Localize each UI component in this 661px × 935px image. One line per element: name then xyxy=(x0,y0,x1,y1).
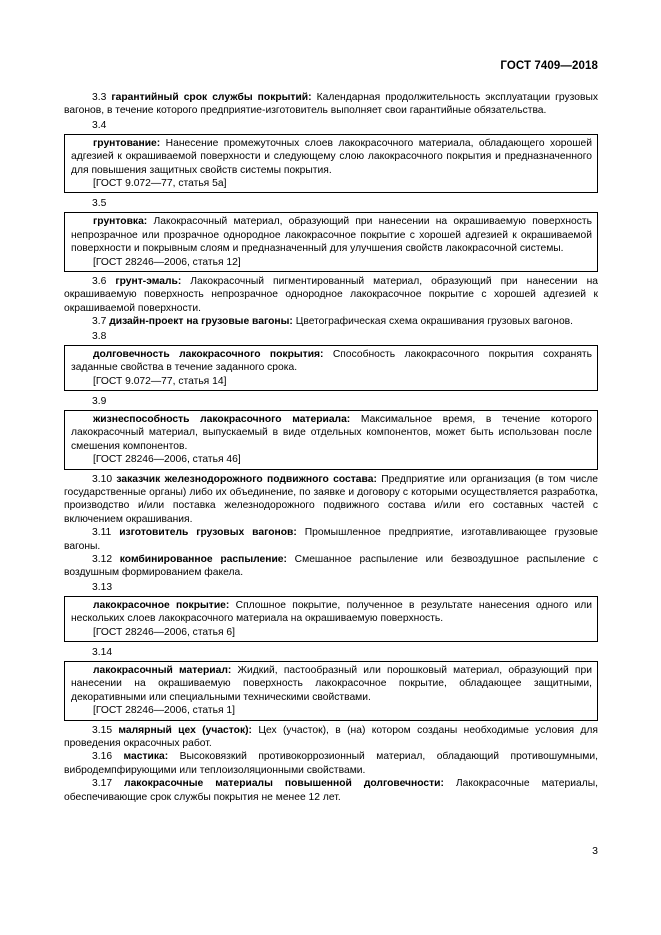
term-definition: Календарная продолжительность эксплуатации грузовых вагонов, в течение которого предприятие-изготовитель выполняет свои гарантийные обязательства. xyxy=(64,92,598,117)
term-title: изготовитель грузовых вагонов: xyxy=(119,527,297,539)
term-3-12: 3.12 комбинированное распыление: Смешанное распыление или безвоздушное распыление с воздушным формированием факела. xyxy=(64,553,598,579)
terms-list xyxy=(64,91,598,804)
term-definition: Сплошное покрытие, полученное в результате нанесения одного или нескольких слоев лакокрасочного материала на окрашиваемую поверхность. xyxy=(71,599,592,625)
term-number: 3.5 xyxy=(92,198,107,210)
quoted-term-box xyxy=(64,212,598,272)
term-3-17: 3.17 лакокрасочные материалы повышенной долговечности: Лакокрасочные материалы, обеспечивающие срок службы покрытия не менее 12 лет. xyxy=(64,778,598,803)
term-reference: [ГОСТ 28246—2006, статья 6] xyxy=(93,626,236,638)
term-title: лакокрасочные материалы повышенной долговечности: xyxy=(124,778,444,790)
term-number: 3.9 xyxy=(92,395,107,407)
term-3-10: 3.10 заказчик железнодорожного подвижного состава: Предприятие или организация (в том числе государственные органы) либо их объединение, по заявке и договору с которыми осуществляется разработка, производство и/или поставка железнодорожного подвижного состава и/или его составных частей с включением окрашивания. xyxy=(64,473,598,525)
term-title: долговечность лакокрасочного покрытия: xyxy=(93,348,324,360)
term-title: грунтовка: xyxy=(93,216,148,228)
document-code: ГОСТ 7409—2018 xyxy=(500,60,598,72)
term-title: мастика: xyxy=(123,751,169,763)
term-reference: [ГОСТ 9.072—77, статья 14] xyxy=(93,375,227,387)
term-definition: Максимальное время, в течение которого лакокрасочный материал, выпускаемый в виде отдельных компонентов, может быть использован после смешения компонентов. xyxy=(71,413,593,452)
term-3-5 xyxy=(71,215,592,255)
term-definition: Промышленное предприятие, изготавливающее грузовые вагоны. xyxy=(64,527,598,552)
quoted-term-box xyxy=(64,596,598,642)
term-3-4 xyxy=(71,137,592,177)
term-3-14 xyxy=(71,664,592,704)
term-3-15: 3.15 малярный цех (участок): Цех (участок), в (на) котором созданы необходимые условия для проведения окрасочных работ. xyxy=(64,724,598,750)
term-3-8 xyxy=(71,348,592,375)
term-3-7: 3.7 дизайн-проект на грузовые вагоны: Цветографическая схема окрашивания грузовых вагонов. xyxy=(92,316,574,328)
term-reference: [ГОСТ 28246—2006, статья 1] xyxy=(93,705,236,717)
term-reference: [ГОСТ 9.072—77, статья 5а] xyxy=(93,178,227,190)
term-number: 3.8 xyxy=(92,330,107,342)
term-title: дизайн-проект на грузовые вагоны: xyxy=(109,316,293,328)
term-reference: [ГОСТ 28246—2006, статья 12] xyxy=(93,256,241,268)
quoted-term-box xyxy=(64,134,598,194)
term-reference: [ГОСТ 28246—2006, статья 46] xyxy=(93,454,241,466)
term-title: комбинированное распыление: xyxy=(119,553,287,565)
term-definition: Способность лакокрасочного покрытия сохранять заданные свойства в течение заданного срока. xyxy=(71,348,592,374)
term-definition: Предприятие или организация (в том числе государственные органы) либо их объединение, по заявке и договору с которыми осуществляется разработка, производство и/или поставка железнодорожного подвижного состава и/или его составных частей с включением окрашивания. xyxy=(64,473,598,525)
term-number: 3.13 xyxy=(92,581,113,593)
term-definition: Нанесение промежуточных слоев лакокрасочного материала, обладающего хорошей адгезией к окрашиваемой поверхности и следующему слою лакокрасочного покрытия и предназначенного для повышения защитных свойств системы покрытия. xyxy=(71,137,592,176)
term-title: малярный цех (участок): xyxy=(118,724,252,736)
term-number: 3.4 xyxy=(92,119,107,131)
term-number: 3.14 xyxy=(92,647,113,658)
term-3-6: 3.6 грунт-эмаль: Лакокрасочный пигментированный материал, образующий при нанесении на окрашиваемую поверхность непрозрачное однородное лакокрасочное покрытие с хорошей адгезией к окрашиваемой поверхности. xyxy=(64,276,598,314)
term-title: заказчик железнодорожного подвижного состава: xyxy=(116,473,377,485)
term-title: грунтование: xyxy=(93,137,161,149)
quoted-term-box xyxy=(64,410,598,470)
term-definition: Цветографическая схема окрашивания грузовых вагонов. xyxy=(292,316,574,328)
term-3-16: 3.16 мастика: Высоковязкий противокоррозионный материал, обладающий противошумными, вибродемпфирующими или теплоизоляционными свойствами. xyxy=(64,751,598,776)
term-definition: Лакокрасочные материалы, обеспечивающие срок службы покрытия не менее 12 лет. xyxy=(64,778,598,803)
term-title: гарантийный срок службы покрытий: xyxy=(111,92,312,103)
term-title: грунт-эмаль: xyxy=(115,276,182,288)
term-3-9 xyxy=(71,413,592,453)
quoted-term-box xyxy=(64,661,598,721)
term-title: жизнеспособность лакокрасочного материала: xyxy=(93,413,351,425)
term-definition: Лакокрасочный пигментированный материал, образующий при нанесении на окрашиваемую поверхность непрозрачное однородное лакокрасочное покрытие с хорошей адгезией к окрашиваемой поверхности. xyxy=(64,276,598,314)
page-number: 3 xyxy=(592,845,598,857)
term-definition: Смешанное распыление или безвоздушное распыление с воздушным формированием факела. xyxy=(64,553,598,579)
term-definition: Лакокрасочный материал, образующий при нанесении на окрашиваемую поверхность непрозрачное или прозрачное однородное лакокрасочное покрытие с хорошей адгезией к окрашиваемой поверхности и покрывным слоям и предназначенный для улучшения свойств лакокрасочной системы. xyxy=(71,216,592,255)
term-definition: Высоковязкий противокоррозионный материал, обладающий противошумными, вибродемпфирующими или теплоизоляционными свойствами. xyxy=(64,751,598,776)
term-3-11: 3.11 изготовитель грузовых вагонов: Промышленное предприятие, изготавливающее грузовые вагоны. xyxy=(64,527,598,552)
term-title: лакокрасочный материал: xyxy=(93,665,232,676)
term-definition: Жидкий, пастообразный или порошковый материал, образующий при нанесении на окрашиваемую поверхность лакокрасочное покрытие, обладающее защитными, декоративными или специальными техническими свойствами. xyxy=(71,665,592,703)
term-title: лакокрасочное покрытие: xyxy=(93,599,230,611)
term-definition: Цех (участок), в (на) котором созданы необходимые условия для проведения окрасочных работ. xyxy=(64,724,598,750)
term-3-3: 3.3 гарантийный срок службы покрытий: Календарная продолжительность эксплуатации грузовых вагонов, в течение которого предприятие-изготовитель выполняет свои гарантийные обязательства. xyxy=(64,92,598,117)
quoted-term-box xyxy=(64,345,598,391)
term-3-13 xyxy=(71,599,592,626)
